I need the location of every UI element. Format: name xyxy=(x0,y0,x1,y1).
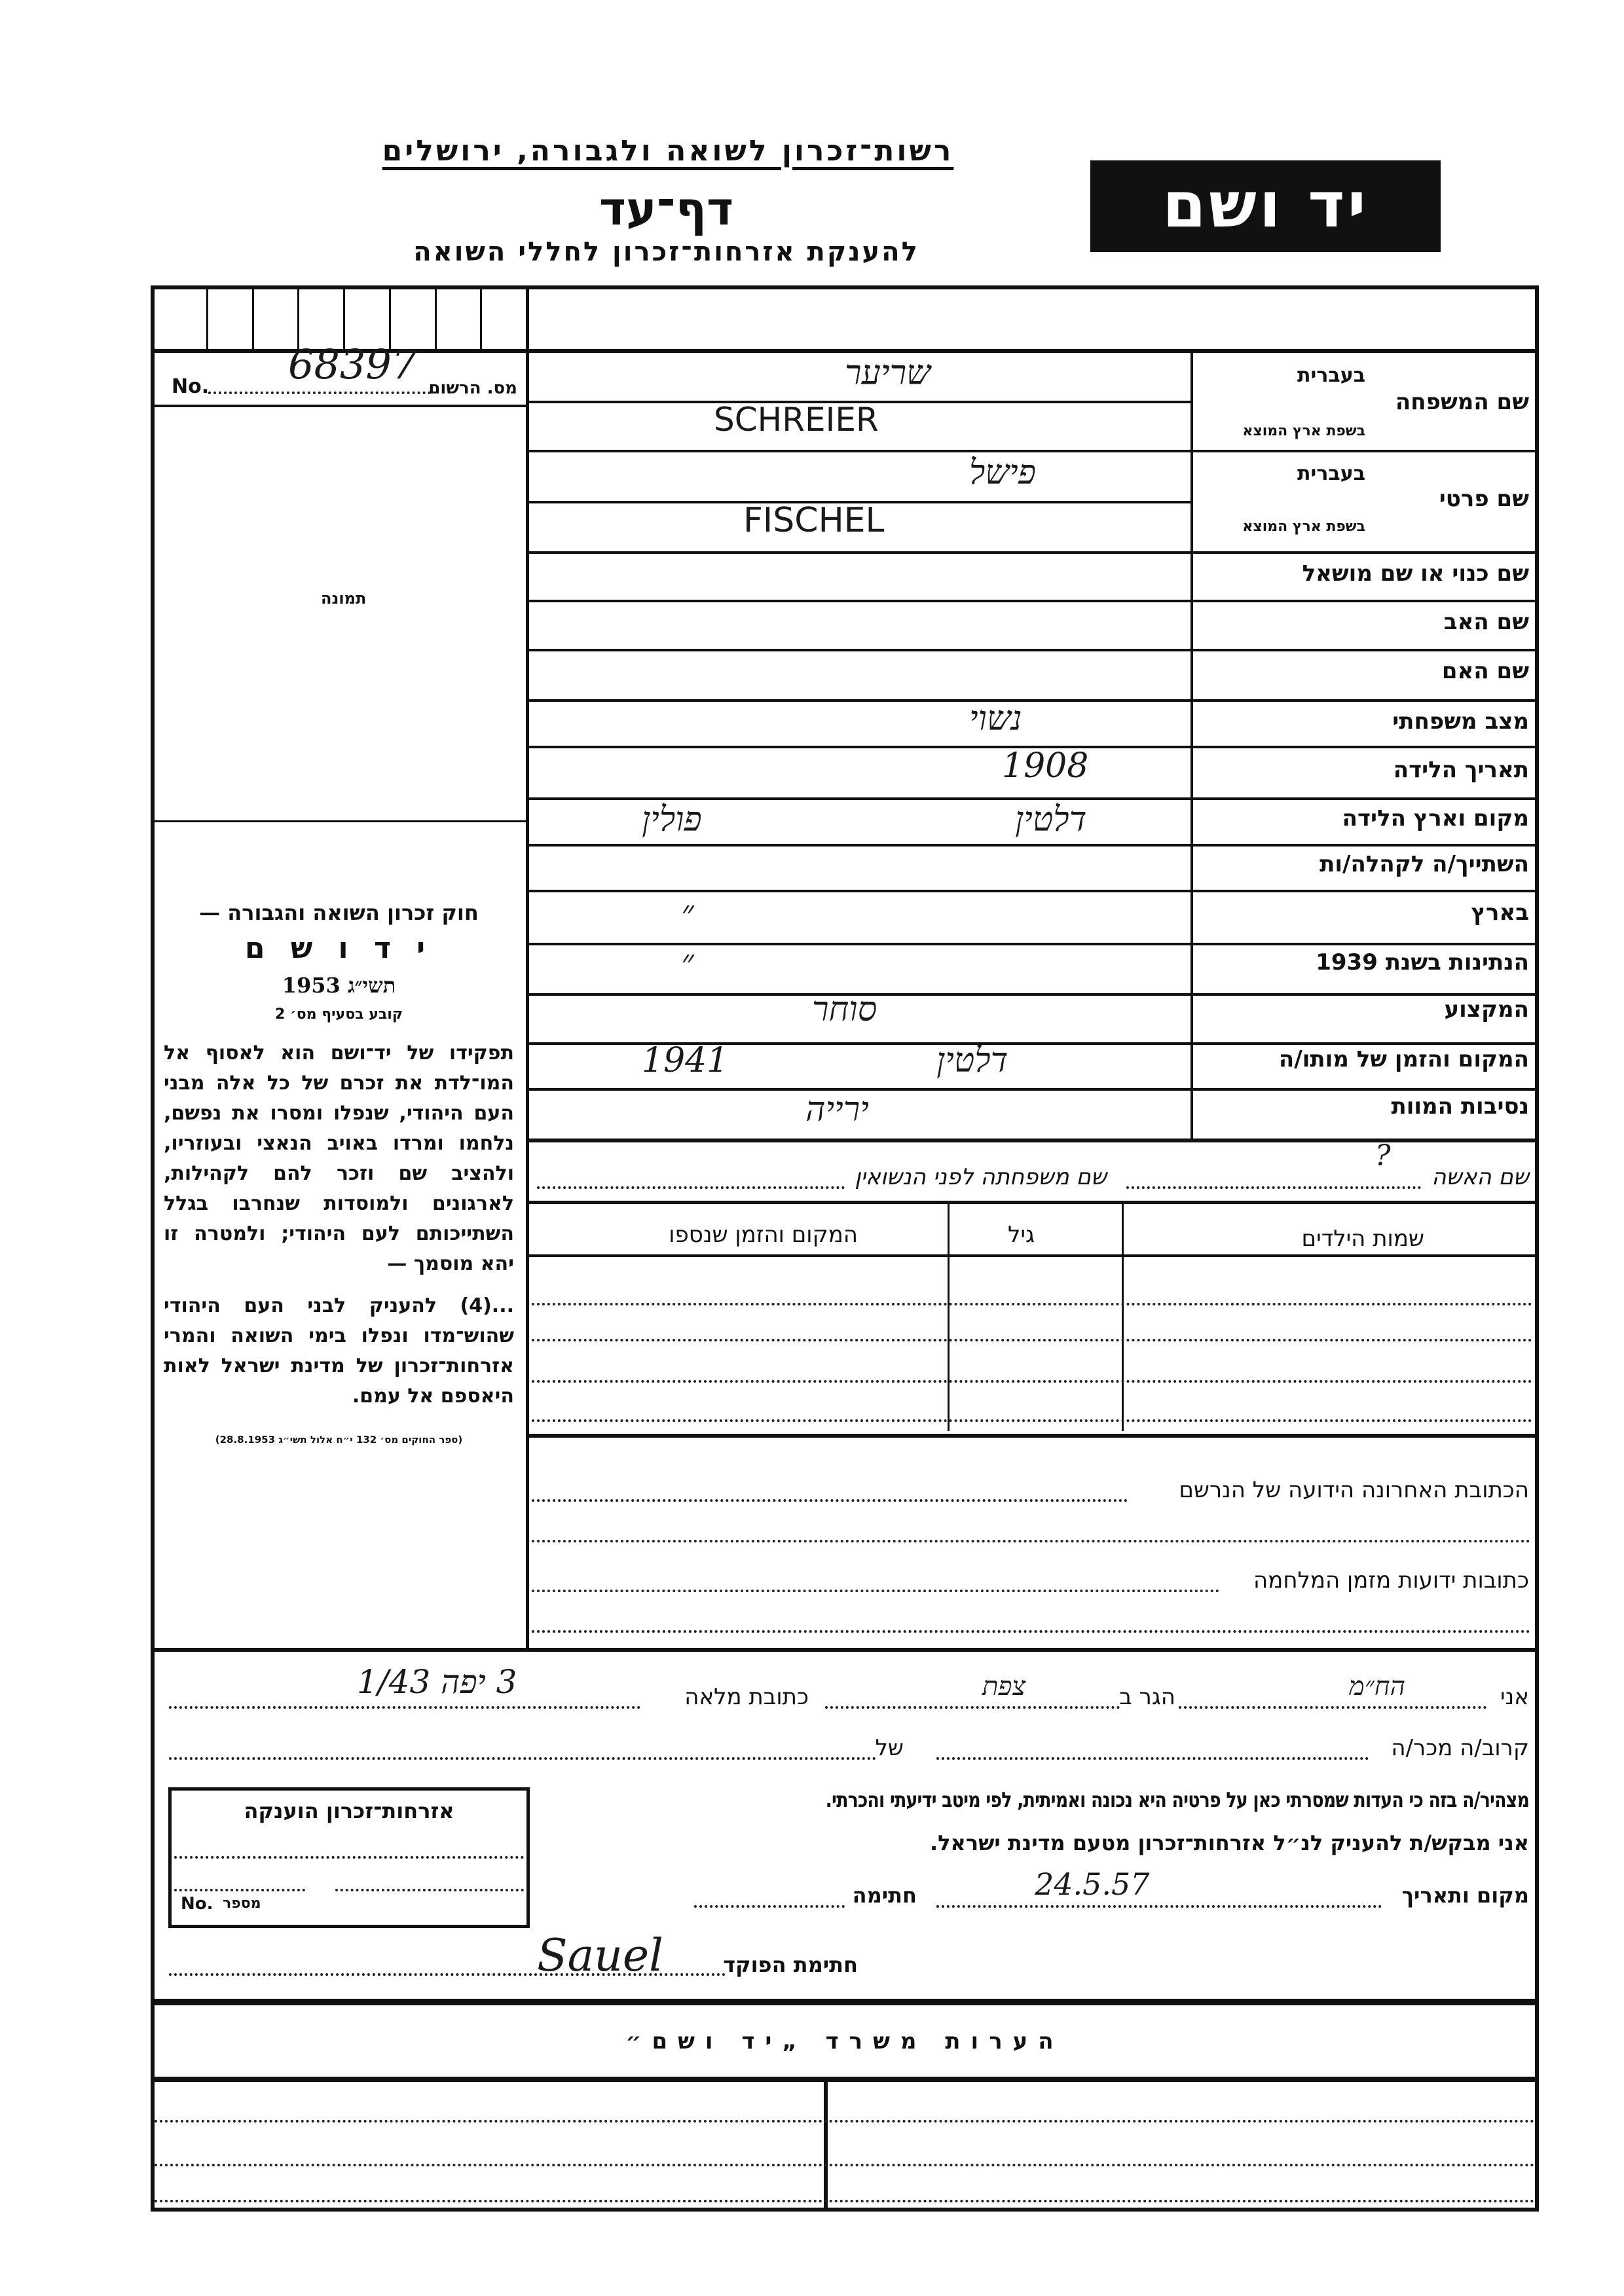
nickname-label: שם כנוי או שם מושאל xyxy=(1302,560,1529,587)
family-name-hebrew-value[interactable]: שריער xyxy=(845,354,931,393)
full-address-value[interactable]: 3 יפה 1/43 xyxy=(357,1663,517,1701)
first-name-origin-value[interactable]: FISCHEL xyxy=(743,501,885,540)
comments-line[interactable] xyxy=(155,2200,1535,2202)
nationality-label: הנתינות בשנת 1939 xyxy=(1316,949,1529,975)
wife-maiden-label: שם משפחתה לפני הנשואין xyxy=(855,1164,1107,1190)
mother-label: שם האם xyxy=(1441,658,1529,684)
law-year: תשי״ג 1953 xyxy=(282,973,396,998)
comments-title: הערות משרד „יד ושם״ xyxy=(625,2028,1064,2054)
birth-country-value[interactable]: פולין xyxy=(642,800,702,839)
father-label: שם האב xyxy=(1443,609,1529,635)
children-row[interactable] xyxy=(532,1303,1532,1305)
marital-label: מצב משפחתי xyxy=(1392,708,1529,735)
wartime-address-label: כתובות ידועות מזמן המלחמה xyxy=(1253,1567,1529,1594)
family-name-label: שם המשפחה xyxy=(1395,389,1529,415)
nationality-value[interactable]: ״ xyxy=(681,943,694,982)
country-value[interactable]: ״ xyxy=(681,894,694,933)
place-date-value[interactable]: 24.5.57 xyxy=(1035,1867,1150,1902)
first-name-origin-sub: בשפת ארץ המוצא xyxy=(1242,519,1365,535)
last-address-field[interactable] xyxy=(532,1499,1128,1502)
wife-value[interactable]: ? xyxy=(1375,1139,1391,1173)
lives-in-label: הגר ב xyxy=(1119,1684,1175,1710)
granted-no-he: מספר xyxy=(223,1895,261,1912)
declarant-label: אני xyxy=(1500,1684,1529,1710)
law-paragraph-2: ...(4) להעניק לבני העם היהודי שהוש־מדו ונפלו בימי השואה והמרי אזרחות־זכרון של מדינת ישראל לאות היאספם אל עמם. xyxy=(164,1294,514,1408)
granted-box xyxy=(168,1787,530,1928)
circumstances-label: נסיבות המוות xyxy=(1391,1093,1529,1120)
of-label: של xyxy=(875,1735,904,1761)
photo-label: תמונה xyxy=(321,589,367,608)
declarant-value[interactable]: הח״מ xyxy=(1349,1671,1406,1702)
law-citation: (ספר החוקים מס׳ 132 י״ח אלול תשי״ג 28.8.1953) xyxy=(215,1434,463,1446)
first-name-label: שם פרטי xyxy=(1439,486,1529,512)
statement-text: מצהיר/ה בזה כי העדות שמסרתי כאן על פרטיה היא נכונה ואמיתית, לפי מיטב ידיעתי והכרתי. xyxy=(825,1787,1529,1812)
comments-line[interactable] xyxy=(155,2120,1535,2123)
wife-label: שם האשה xyxy=(1431,1164,1529,1190)
children-header-place: המקום והזמן שנספו xyxy=(669,1222,858,1248)
comments-line[interactable] xyxy=(155,2164,1535,2166)
form-subtitle: להענקת אזרחות־זכרון לחללי השואה xyxy=(413,237,919,267)
authority-title: רשות־זכרון לשואה ולגבורה, ירושלים xyxy=(382,134,954,168)
lives-in-value[interactable]: צפת xyxy=(982,1671,1026,1702)
community-label: השתייך/ה לקהלה/ות xyxy=(1320,851,1529,877)
full-address-label: כתובת מלאה xyxy=(684,1684,809,1710)
death-label: המקום והזמן של מותו/ה xyxy=(1278,1046,1529,1072)
signature-field[interactable] xyxy=(694,1905,845,1908)
birth-date-value[interactable]: 1908 xyxy=(1002,746,1089,786)
relation-label: קרוב/ה מכר/ה xyxy=(1391,1735,1529,1761)
children-row[interactable] xyxy=(532,1339,1532,1341)
family-name-origin-value[interactable]: SCHREIER xyxy=(714,401,879,439)
death-place-value[interactable]: דלטין xyxy=(936,1041,1008,1080)
form-title: דף־עד xyxy=(599,182,734,236)
law-name: י ד ו ש ם xyxy=(244,932,434,965)
death-year-value[interactable]: 1941 xyxy=(642,1041,729,1080)
law-title: חוק זכרון השואה והגבורה — xyxy=(199,900,479,925)
granted-box-title: אזרחות־זכרון הוענקה xyxy=(244,1798,454,1823)
officer-signature-label: חתימת הפוקד xyxy=(723,1952,858,1977)
last-address-label: הכתובת האחרונה הידועה של הנרשם xyxy=(1179,1477,1529,1503)
registration-label: מס. הרשום xyxy=(428,378,517,398)
yad-vashem-logo: יד ושם xyxy=(1090,160,1441,252)
children-header-names: שמות הילדים xyxy=(1301,1226,1424,1252)
family-name-origin-sub: בשפת ארץ המוצא xyxy=(1242,423,1365,439)
profession-value[interactable]: סוחר xyxy=(812,990,877,1029)
first-name-hebrew-sub: בעברית xyxy=(1297,462,1365,485)
law-clause: קובע בסעיף מס׳ 2 xyxy=(274,1006,403,1023)
signature-label: חתימה xyxy=(852,1883,917,1908)
registration-no-label: No. xyxy=(172,375,210,398)
children-row[interactable] xyxy=(532,1419,1532,1422)
children-header-age: גיל xyxy=(1008,1222,1035,1248)
birth-place-label: מקום וארץ הלידה xyxy=(1342,805,1529,831)
first-name-hebrew-value[interactable]: פישל xyxy=(969,453,1037,492)
profession-label: המקצוע xyxy=(1444,996,1529,1023)
children-row[interactable] xyxy=(532,1380,1532,1383)
marital-value[interactable]: נשוי xyxy=(969,699,1022,738)
country-label: בארץ xyxy=(1471,900,1529,926)
birth-place-value[interactable]: דלטין xyxy=(1015,800,1087,839)
circumstances-value[interactable]: ירייה xyxy=(805,1090,869,1129)
wartime-address-field[interactable] xyxy=(532,1590,1219,1592)
law-text-column xyxy=(164,897,514,1448)
birth-date-label: תאריך הלידה xyxy=(1393,757,1529,783)
granted-no-en: No. xyxy=(181,1894,213,1914)
registration-number: 68397 xyxy=(288,340,418,388)
family-name-hebrew-sub: בעברית xyxy=(1297,364,1365,387)
request-text: אני מבקש/ת להעניק לנ״ל אזרחות־זכרון מטעם מדינת ישראל. xyxy=(930,1831,1529,1855)
law-paragraph-1: תפקידו של יד־ושם הוא לאסוף אל המו־לדת את זכרם של כל אלה מבני העם היהודי, שנפלו ומסרו את נפשם, נלחמו ומרדו באויב הנאצי ובעוזריו, ולהציב שם וזכר להם לקהילות, לארגונים ולמוסדות שנחרבו בגלל השתייכותם לעם היהודי; ולמטרה זו יהא מוסמך — xyxy=(164,1042,514,1275)
place-date-label: מקום ותאריך xyxy=(1401,1883,1529,1908)
officer-signature: Sauel xyxy=(537,1930,663,1982)
